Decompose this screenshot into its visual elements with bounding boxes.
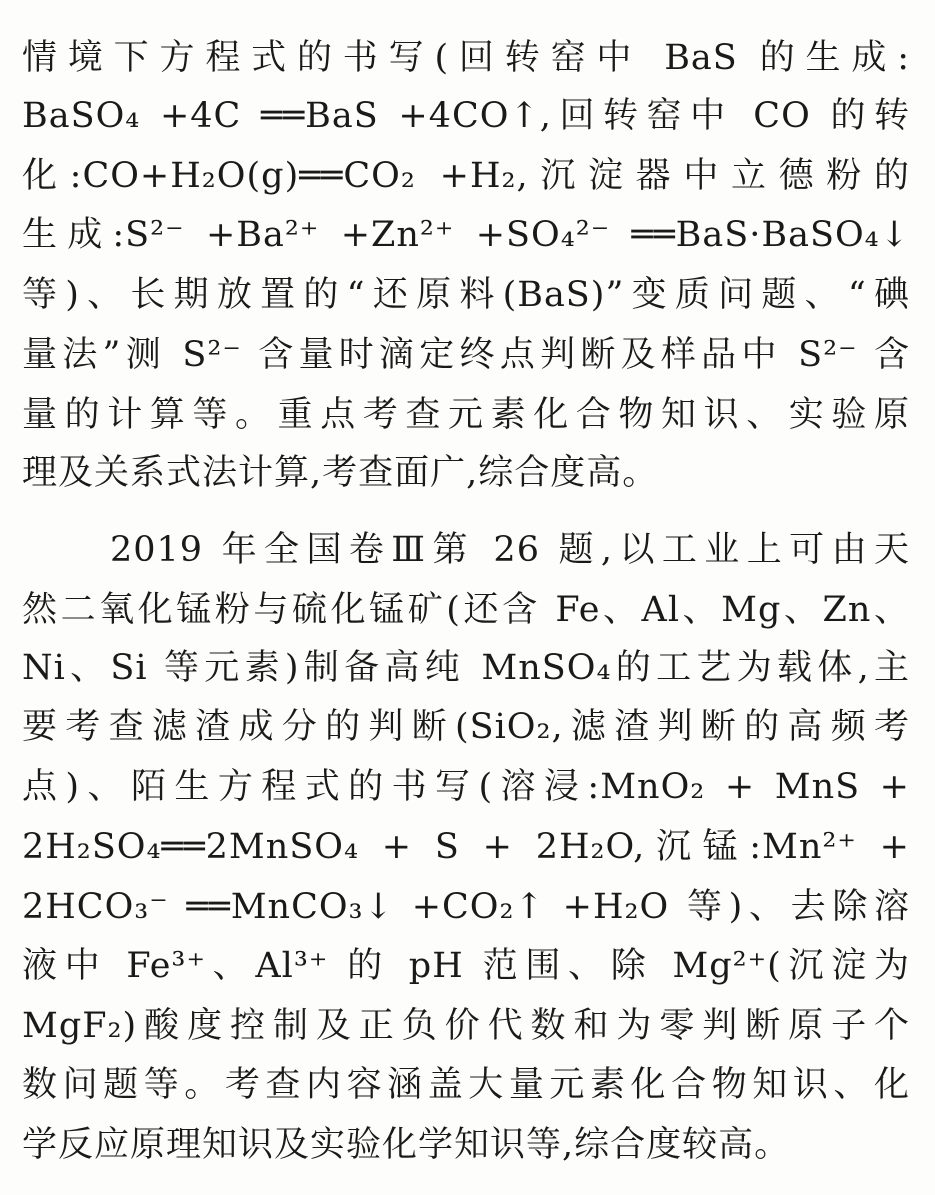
text-line: 2H₂SO₄══2MnSO₄ + S + 2H₂O,沉锰:Mn²⁺ +: [22, 827, 910, 867]
text-line: Ni、Si 等元素)制备高纯 MnSO₄的工艺为载体,主: [22, 648, 910, 688]
text-line: 液中 Fe³⁺、Al³⁺ 的 pH 范围、除 Mg²⁺(沉淀为: [22, 946, 910, 986]
text-line: 理及关系式法计算,考查面广,综合度高。: [22, 453, 659, 493]
text-line: 化:CO+H₂O(g)══CO₂ +H₂,沉淀器中立德粉的: [22, 156, 910, 196]
text-line: 生成:S²⁻ +Ba²⁺ +Zn²⁺ +SO₄²⁻ ══BaS·BaSO₄↓: [22, 215, 910, 255]
text-line: 要考查滤渣成分的判断(SiO₂,滤渣判断的高频考: [22, 707, 910, 747]
text-line: 2019 年全国卷Ⅲ第 26 题,以工业上可由天: [110, 530, 910, 570]
text-line: 量的计算等。重点考查元素化合物知识、实验原: [22, 395, 910, 435]
text-line: BaSO₄ +4C ══BaS +4CO↑,回转窑中 CO 的转: [22, 96, 910, 136]
text-line: 量法”测 S²⁻ 含量时滴定终点判断及样品中 S²⁻ 含: [22, 335, 910, 375]
text-line: 学反应原理知识及实验化学知识等,综合度较高。: [22, 1125, 791, 1165]
text-line: MgF₂)酸度控制及正负价代数和为零判断原子个: [22, 1006, 910, 1046]
text-line: 等)、长期放置的“还原料(BaS)”变质问题、“碘: [22, 275, 910, 315]
text-line: 2HCO₃⁻ ══MnCO₃↓ +CO₂↑ +H₂O 等)、去除溶: [22, 887, 910, 927]
text-line: 数问题等。考查内容涵盖大量元素化合物知识、化: [22, 1065, 910, 1105]
text-line: 点)、陌生方程式的书写(溶浸:MnO₂ + MnS +: [22, 767, 910, 807]
text-line: 情境下方程式的书写(回转窑中 BaS 的生成:: [22, 38, 910, 78]
text-line: 然二氧化锰粉与硫化锰矿(还含 Fe、Al、Mg、Zn、: [22, 590, 910, 630]
